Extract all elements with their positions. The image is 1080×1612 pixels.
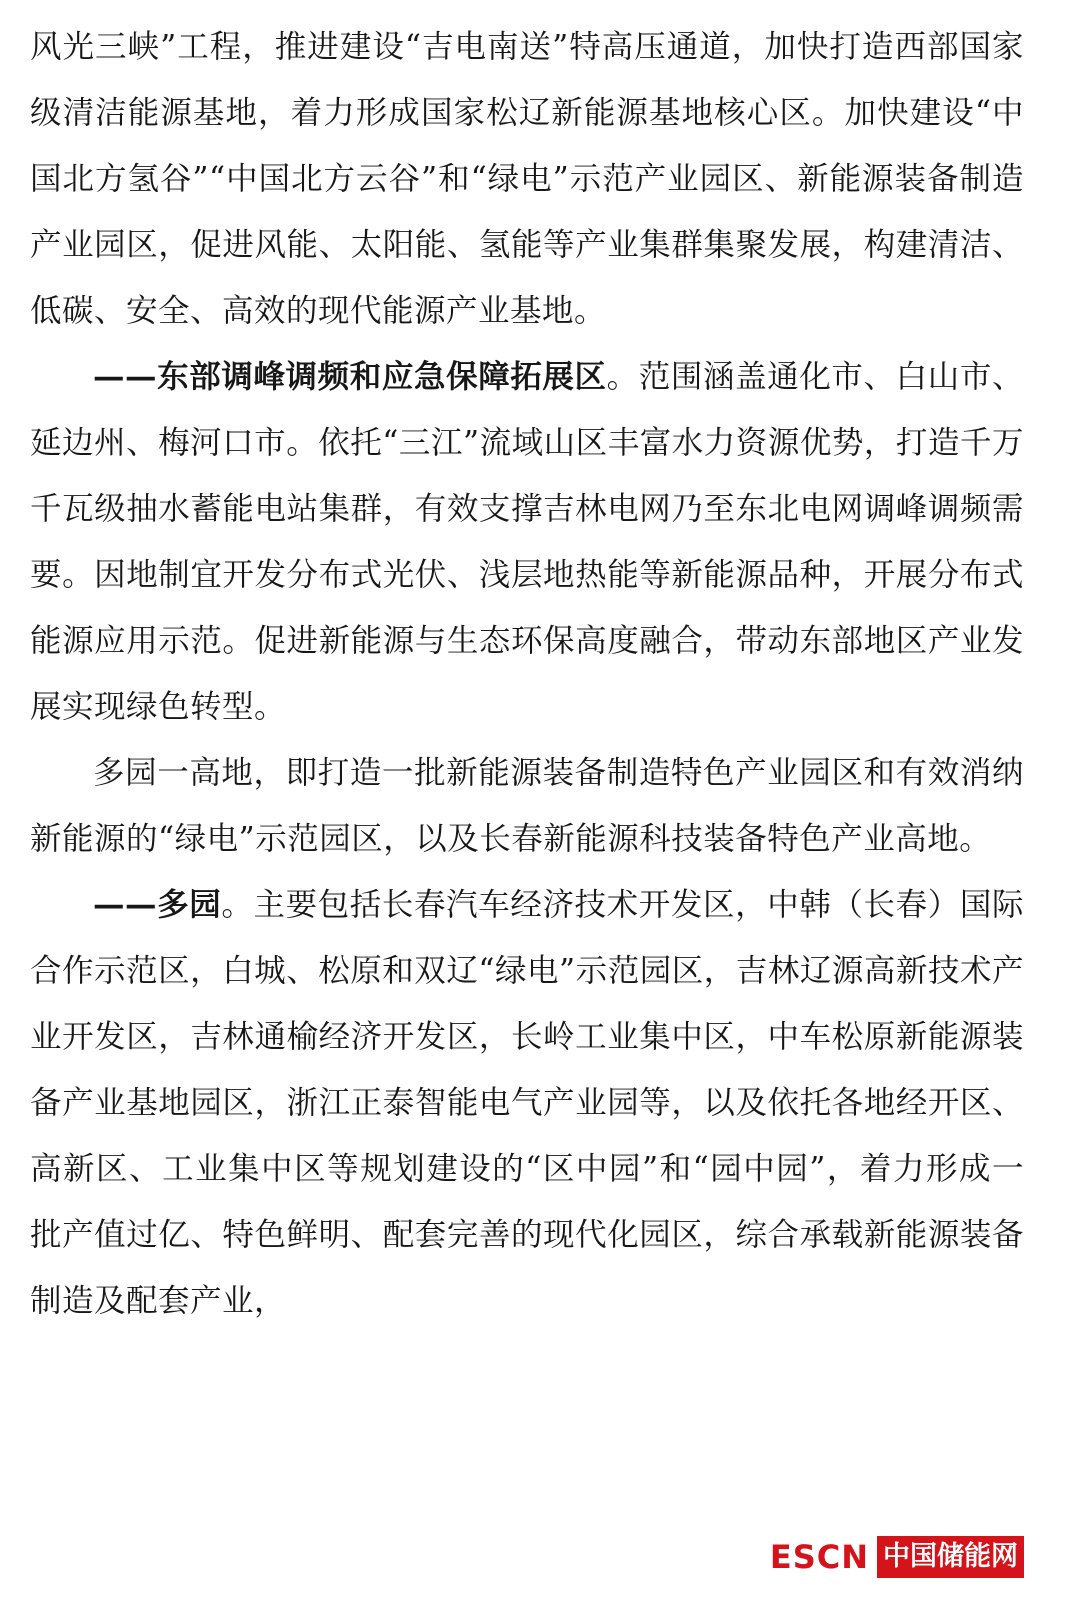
text-run: 。范围涵盖通化市、白山市、延边州、梅河口市。依托“三江”流域山区丰富水力资源优势，打造千万千瓦级抽水蓄能电站集群，有效支撑吉林电网乃至东北电网调峰调频需要。因地制宜开发分布式光伏、浅层地热能等新能源品种，开展分布式能源应用示范。促进新能源与生态环保高度融合，带动东部地区产业发展实现绿色转型。 [30,359,1024,725]
document-body [30,14,1024,1334]
text-run-bold: ——东部调峰调频和应急保障拓展区 [93,358,607,395]
footer-watermark [770,1536,1024,1578]
text-run: 多园一高地，即打造一批新能源装备制造特色产业园区和有效消纳新能源的“绿电”示范园区，以及长春新能源科技装备特色产业高地。 [30,755,1024,857]
paragraph [30,14,1024,344]
paragraph [30,740,1024,872]
paragraph [30,872,1024,1334]
text-run: 。主要包括长春汽车经济技术开发区，中韩（长春）国际合作示范区，白城、松原和双辽“绿电”示范园区，吉林辽源高新技术产业开发区，吉林通榆经济开发区，长岭工业集中区，中车松原新能源装备产业基地园区，浙江正泰智能电气产业园等，以及依托各地经开区、高新区、工业集中区等规划建设的“区中园”和“园中园”，着力形成一批产值过亿、特色鲜明、配套完善的现代化园区，综合承载新能源装备制造及配套产业， [30,887,1024,1319]
paragraph [30,344,1024,740]
escn-logo-text: ESCN [769,1538,869,1576]
escn-logo-chinese-badge: 中国储能网 [877,1536,1024,1578]
text-run: 风光三峡”工程，推进建设“吉电南送”特高压通道，加快打造西部国家级清洁能源基地，着力形成国家松辽新能源基地核心区。加快建设“中国北方氢谷”“中国北方云谷”和“绿电”示范产业园区、新能源装备制造产业园区，促进风能、太阳能、氢能等产业集群集聚发展，构建清洁、低碳、安全、高效的现代能源产业基地。 [30,29,1024,329]
text-run-bold: ——多园 [93,886,222,923]
